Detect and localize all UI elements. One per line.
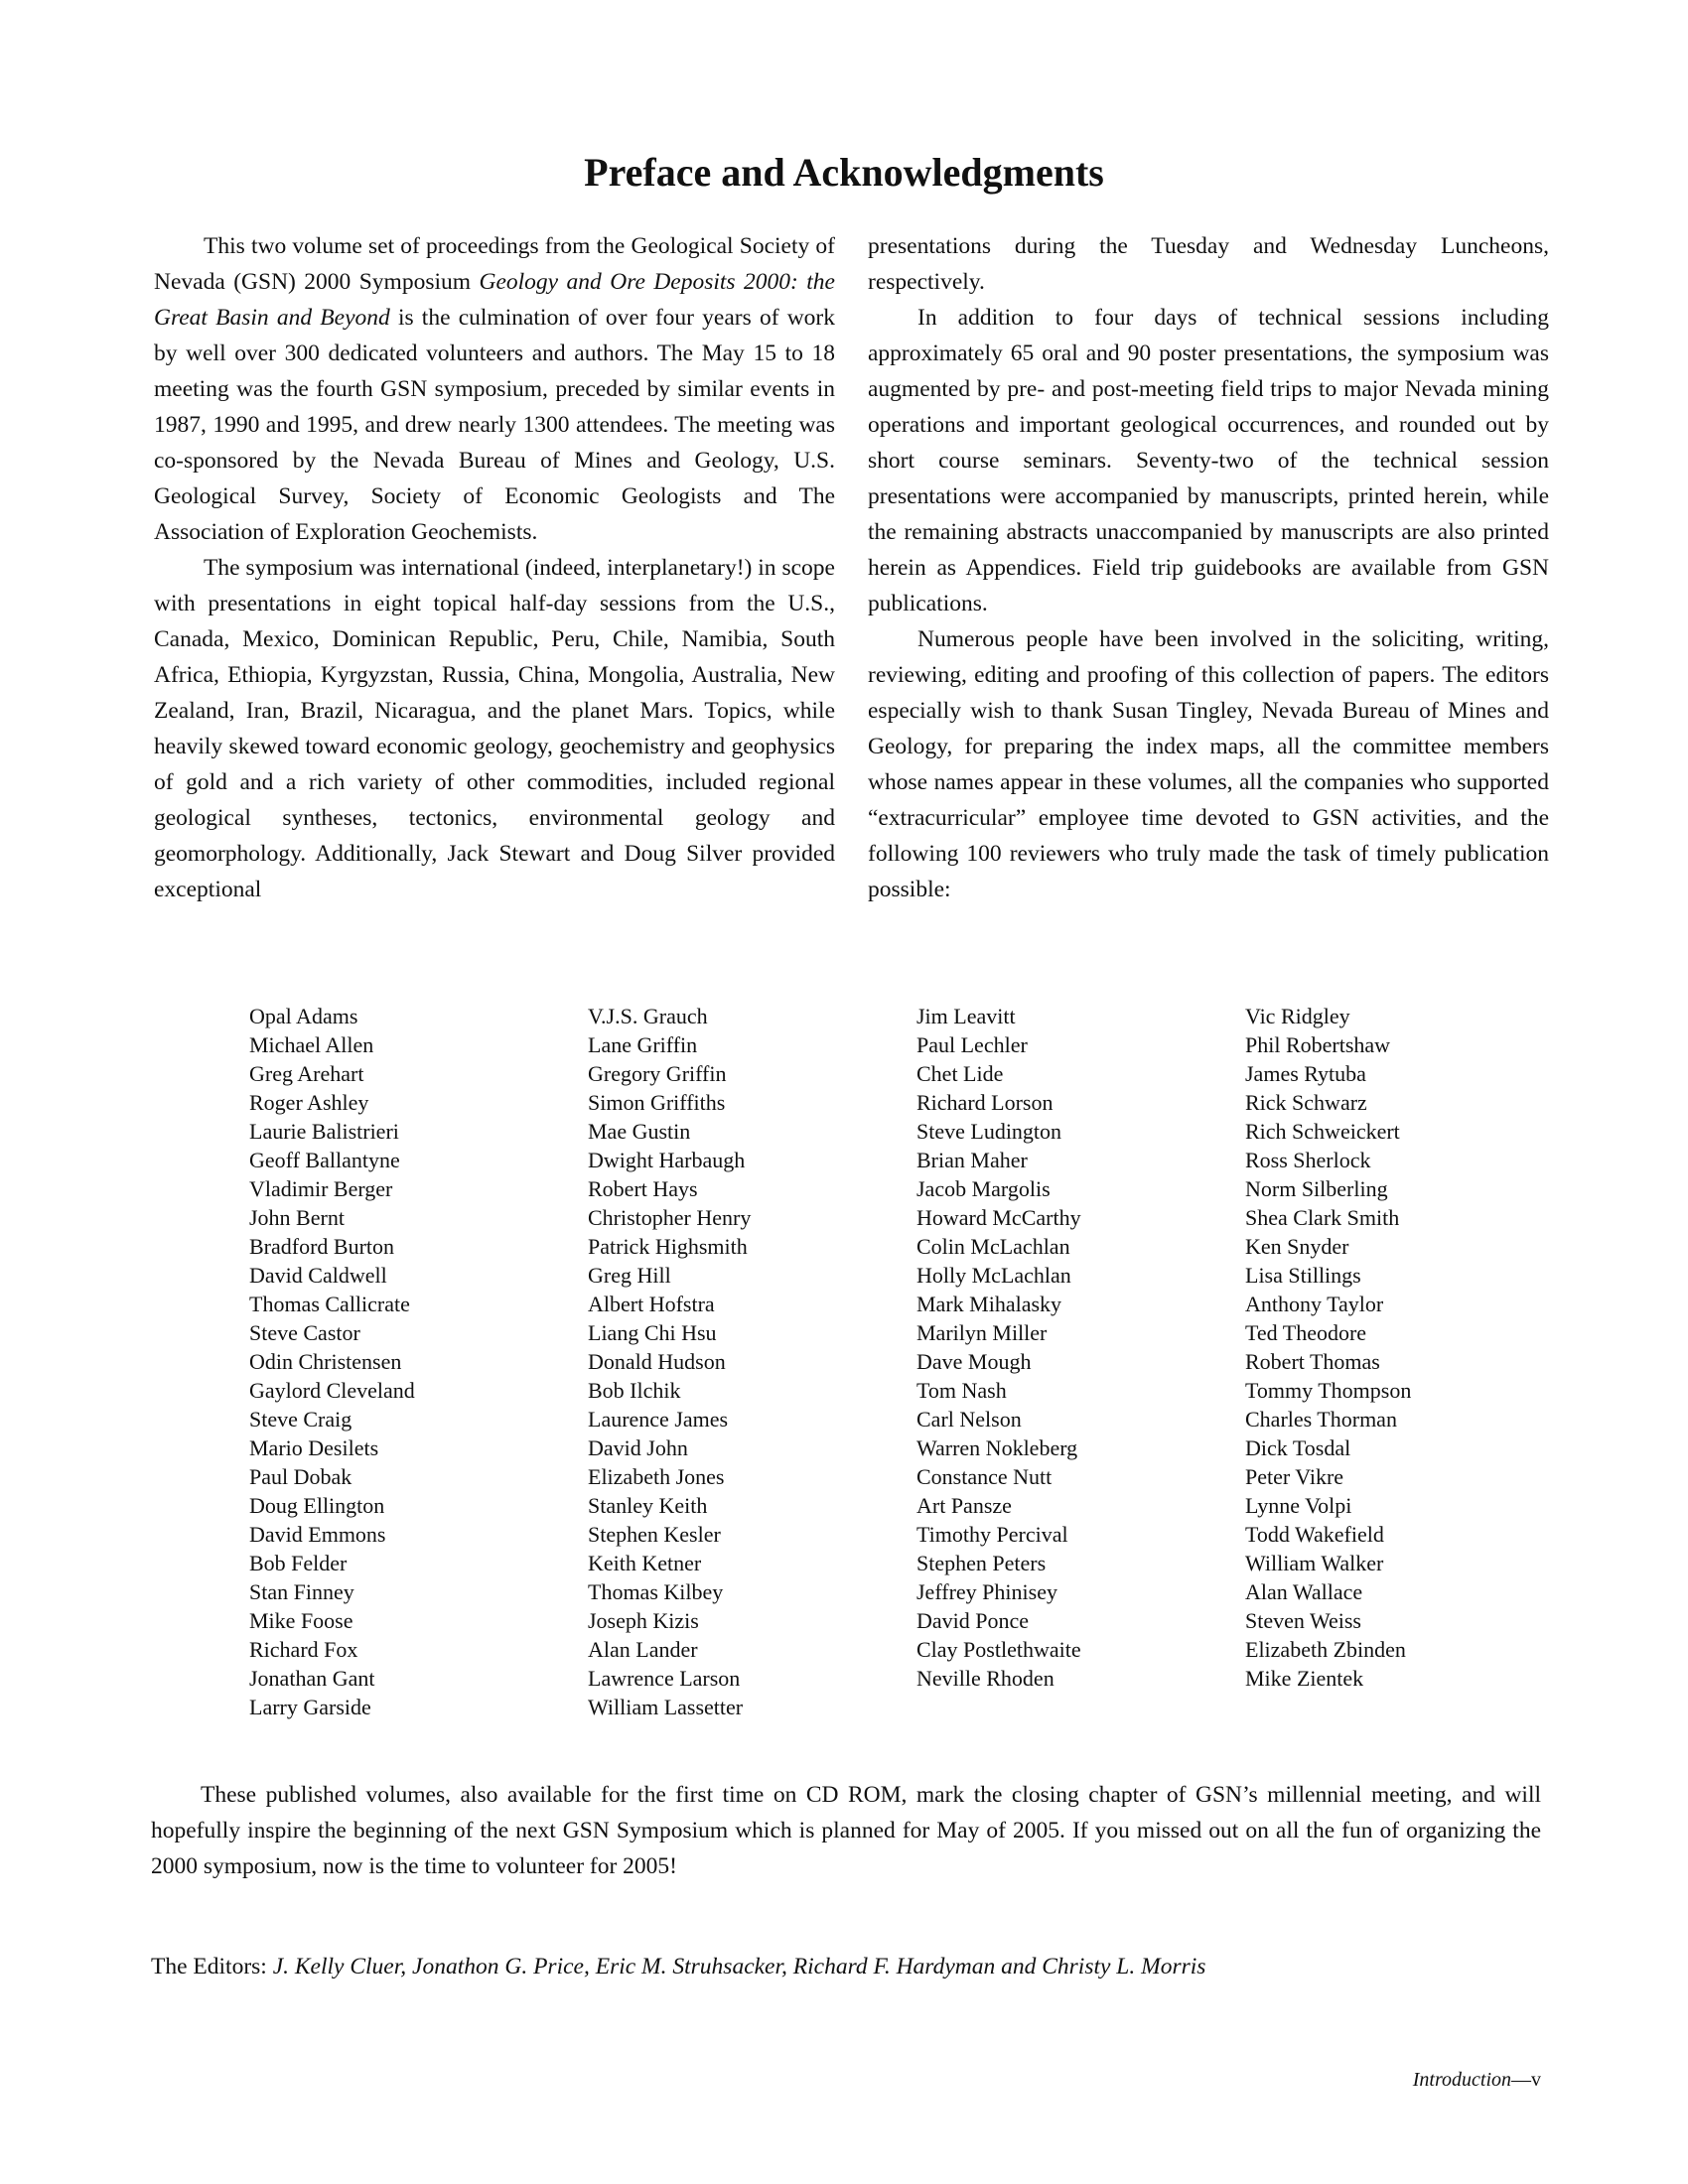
reviewer-name: Tom Nash — [916, 1378, 1007, 1403]
reviewer-name: Anthony Taylor — [1245, 1292, 1384, 1316]
reviewer-name: Vic Ridgley — [1245, 1004, 1350, 1028]
reviewer-name: Mae Gustin — [588, 1119, 691, 1144]
reviewer-name: Peter Vikre — [1245, 1464, 1344, 1489]
reviewer-name: Bradford Burton — [249, 1234, 395, 1259]
reviewer-name: Phil Robertshaw — [1245, 1032, 1391, 1057]
symposium-title: Geology and Ore Deposits 2000: the Great Basin and Beyond — [154, 269, 835, 331]
reviewer-name: Steve Craig — [249, 1407, 352, 1432]
reviewer-name: William Walker — [1245, 1551, 1384, 1575]
reviewer-name: Michael Allen — [249, 1032, 374, 1057]
reviewer-name: David Emmons — [249, 1522, 386, 1547]
editors-names: J. Kelly Cluer, Jonathon G. Price, Eric M. Struhsacker, Richard F. Hardyman and Christy L. Morris — [272, 1954, 1206, 1979]
reviewer-name: Elizabeth Zbinden — [1245, 1637, 1406, 1662]
reviewer-name: Paul Lechler — [916, 1032, 1028, 1057]
reviewer-name: Laurie Balistrieri — [249, 1119, 399, 1144]
right-column — [868, 228, 1549, 907]
reviewer-list-col-4 — [1245, 1002, 1411, 1693]
reviewer-name: Stephen Kesler — [588, 1522, 721, 1547]
reviewer-name: Todd Wakefield — [1245, 1522, 1384, 1547]
reviewer-name: Mike Foose — [249, 1608, 353, 1633]
reviewer-name: Elizabeth Jones — [588, 1464, 725, 1489]
thanks-paragraph: Numerous people have been involved in the soliciting, writing, reviewing, editing and proofing of this collection of papers. The editors especially wish to thank Susan Tingley, Nevada Bureau of Mines and Geology, for preparing the index maps, all the committee members whose names appear in these volumes, all the companies who supported “extracurricular” employee time devoted to GSN activities, and the following 100 reviewers who truly made the task of timely publication possible: — [868, 626, 1549, 902]
page-footer — [1413, 2069, 1541, 2092]
reviewer-name: Mario Desilets — [249, 1435, 379, 1460]
reviewer-name: Dick Tosdal — [1245, 1435, 1351, 1460]
reviewer-name: Lisa Stillings — [1245, 1263, 1361, 1288]
closing-paragraph: These published volumes, also available for the first time on CD ROM, mark the closing chapter of GSN’s millennial meeting, and will hopefully inspire the beginning of the next GSN Symposium which is planned for May of 2005. If you missed out on all the fun of organizing the 2000 symposium, now is the time to volunteer for 2005! — [151, 1782, 1541, 1879]
reviewer-name: Neville Rhoden — [916, 1666, 1055, 1691]
reviewer-name: Ted Theodore — [1245, 1320, 1367, 1345]
reviewer-name: Warren Nokleberg — [916, 1435, 1078, 1460]
reviewer-name: Jim Leavitt — [916, 1004, 1016, 1028]
reviewer-name: Gregory Griffin — [588, 1061, 727, 1086]
scope-paragraph: The symposium was international (indeed, interplanetary!) in scope with presentations in eight topical half-day sessions from the U.S., Canada, Mexico, Dominican Republic, Peru, Chile, Namibia, South Africa, Ethiopia, Kyrgyzstan, Russia, China, Mongolia, Australia, New Zealand, Iran, Brazil, Nicaragua, and the planet Mars. Topics, while heavily skewed toward economic geology, geochemistry and geophysics of gold and a rich variety of other commodities, included regional geological syntheses, tectonics, environmental geology and geomorphology. Additionally, Jack Stewart and Doug Silver provided exceptional — [154, 555, 835, 902]
reviewer-name: Richard Lorson — [916, 1090, 1054, 1115]
footer-section: Introduction — [1412, 2069, 1511, 2091]
reviewer-name: Richard Fox — [249, 1637, 358, 1662]
reviewer-name: Thomas Kilbey — [588, 1579, 724, 1604]
reviewer-name: Lane Griffin — [588, 1032, 698, 1057]
reviewer-name: Stan Finney — [249, 1579, 354, 1604]
left-column — [154, 228, 835, 907]
reviewer-name: Brian Maher — [916, 1148, 1028, 1172]
reviewer-name: Stanley Keith — [588, 1493, 708, 1518]
reviewer-name: Jonathan Gant — [249, 1666, 375, 1691]
reviewer-list-col-2 — [588, 1002, 751, 1721]
intro-paragraph — [154, 228, 835, 550]
reviewer-name: Odin Christensen — [249, 1349, 402, 1374]
page-number: v — [1531, 2069, 1541, 2091]
reviewer-name: Steve Ludington — [916, 1119, 1062, 1144]
reviewer-name: Chet Lide — [916, 1061, 1004, 1086]
reviewer-name: Keith Ketner — [588, 1551, 702, 1575]
reviewer-name: Laurence James — [588, 1407, 729, 1432]
reviewer-name: Art Pansze — [916, 1493, 1012, 1518]
reviewer-name: Dwight Harbaugh — [588, 1148, 746, 1172]
reviewer-name: Opal Adams — [249, 1004, 358, 1028]
continued-paragraph: presentations during the Tuesday and Wednesday Luncheons, respectively. — [868, 233, 1549, 295]
sessions-paragraph: In addition to four days of technical sessions including approximately 65 oral and 90 poster presentations, the symposium was augmented by pre- and post-meeting field trips to major Nevada mining operations and important geological occurrences, and rounded out by short course seminars. Seventy-two of the technical session presentations were accompanied by manuscripts, printed herein, while the remaining abstracts unaccompanied by manuscripts are also printed herein as Appendices. Field trip guidebooks are available from GSN publications. — [868, 305, 1549, 616]
reviewer-name: Timothy Percival — [916, 1522, 1068, 1547]
reviewer-name: Ross Sherlock — [1245, 1148, 1371, 1172]
reviewer-name: Charles Thorman — [1245, 1407, 1397, 1432]
reviewer-name: Constance Nutt — [916, 1464, 1053, 1489]
reviewer-name: Norm Silberling — [1245, 1176, 1388, 1201]
reviewer-name: Dave Mough — [916, 1349, 1032, 1374]
reviewer-name: Clay Postlethwaite — [916, 1637, 1081, 1662]
reviewer-name: Paul Dobak — [249, 1464, 352, 1489]
reviewer-name: David John — [588, 1435, 688, 1460]
reviewer-name: Vladimir Berger — [249, 1176, 393, 1201]
reviewer-name: Robert Hays — [588, 1176, 698, 1201]
reviewer-name: William Lassetter — [588, 1695, 744, 1719]
page-title: Preface and Acknowledgments — [584, 150, 1104, 195]
reviewer-list-col-1 — [249, 1002, 415, 1721]
intro-text-end: is the culmination of over four years of work by well over 300 dedicated volunteers and authors. The May 15 to 18 meeting was the fourth GSN symposium, preceded by similar events in 1987, 1990 and 1995, and drew nearly 1300 attendees. The meeting was co-sponsored by the Nevada Bureau of Mines and Geology, U.S. Geological Survey, Society of Economic Geologists and The Association of Exploration Geochemists. — [154, 305, 836, 545]
reviewer-name: Marilyn Miller — [916, 1320, 1048, 1345]
reviewer-name: Steven Weiss — [1245, 1608, 1361, 1633]
intro-text-start: This two volume set of proceedings from the Geological Society of Nevada (GSN) 2000 Symposium — [154, 233, 835, 295]
reviewer-name: Ken Snyder — [1245, 1234, 1349, 1259]
reviewer-name: Rich Schweickert — [1245, 1119, 1400, 1144]
reviewer-name: Stephen Peters — [916, 1551, 1047, 1575]
reviewer-name: Alan Wallace — [1245, 1579, 1363, 1604]
reviewer-name: Christopher Henry — [588, 1205, 752, 1230]
reviewer-name: Tommy Thompson — [1245, 1378, 1412, 1403]
reviewer-name: Joseph Kizis — [588, 1608, 699, 1633]
reviewer-name: David Ponce — [916, 1608, 1030, 1633]
reviewer-name: Mike Zientek — [1245, 1666, 1364, 1691]
reviewer-name: Larry Garside — [249, 1695, 371, 1719]
reviewer-name: David Caldwell — [249, 1263, 387, 1288]
reviewer-name: Jeffrey Phinisey — [916, 1579, 1057, 1604]
reviewer-name: Lawrence Larson — [588, 1666, 741, 1691]
reviewer-name: V.J.S. Grauch — [588, 1004, 708, 1028]
reviewer-list-col-3 — [916, 1002, 1081, 1693]
reviewer-name: Jacob Margolis — [916, 1176, 1051, 1201]
editors-label: The Editors: — [151, 1954, 273, 1979]
reviewer-name: Simon Griffiths — [588, 1090, 726, 1115]
reviewer-name: James Rytuba — [1245, 1061, 1366, 1086]
reviewer-name: Doug Ellington — [249, 1493, 385, 1518]
reviewer-name: Liang Chi Hsu — [588, 1320, 717, 1345]
reviewer-name: Steve Castor — [249, 1320, 360, 1345]
reviewer-name: Alan Lander — [588, 1637, 698, 1662]
reviewer-name: Robert Thomas — [1245, 1349, 1380, 1374]
reviewer-name: Bob Felder — [249, 1551, 348, 1575]
reviewer-name: Albert Hofstra — [588, 1292, 715, 1316]
reviewer-name: Carl Nelson — [916, 1407, 1022, 1432]
reviewer-name: Colin McLachlan — [916, 1234, 1070, 1259]
reviewer-name: Greg Hill — [588, 1263, 671, 1288]
reviewer-name: John Bernt — [249, 1205, 345, 1230]
reviewer-name: Geoff Ballantyne — [249, 1148, 400, 1172]
reviewer-name: Donald Hudson — [588, 1349, 726, 1374]
reviewer-name: Shea Clark Smith — [1245, 1205, 1400, 1230]
reviewer-name: Gaylord Cleveland — [249, 1378, 415, 1403]
reviewer-name: Greg Arehart — [249, 1061, 364, 1086]
reviewer-name: Lynne Volpi — [1245, 1493, 1352, 1518]
reviewer-name: Rick Schwarz — [1245, 1090, 1367, 1115]
reviewer-name: Mark Mihalasky — [916, 1292, 1062, 1316]
reviewer-name: Patrick Highsmith — [588, 1234, 748, 1259]
reviewer-name: Holly McLachlan — [916, 1263, 1071, 1288]
reviewer-name: Howard McCarthy — [916, 1205, 1081, 1230]
reviewer-name: Bob Ilchik — [588, 1378, 681, 1403]
footer-dash: — — [1511, 2069, 1531, 2091]
reviewer-name: Thomas Callicrate — [249, 1292, 410, 1316]
editors-line — [151, 1954, 1205, 1980]
reviewer-name: Roger Ashley — [249, 1090, 369, 1115]
